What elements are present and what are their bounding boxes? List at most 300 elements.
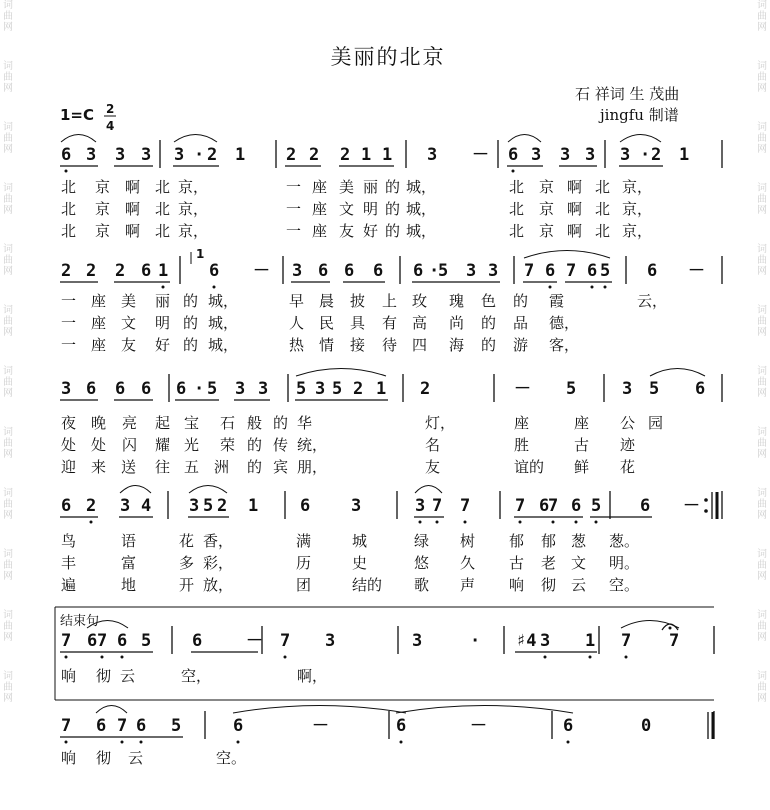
watermark-right: 词 曲 网 词 曲 网 词 曲 网 词 曲 网 词 曲 网 词 曲 网 词 曲 网 词 曲 网 词 曲 网 词 曲 网 词 曲 网 词 曲 网 bbox=[757, 0, 767, 704]
note: 2 bbox=[651, 145, 662, 165]
lyric-word: 的 bbox=[247, 458, 263, 476]
lyric-word: 情 bbox=[319, 336, 335, 354]
lyric-word: 客， bbox=[549, 336, 580, 354]
note: 3 bbox=[258, 379, 269, 399]
lyric-word: 一 bbox=[286, 178, 302, 196]
slur bbox=[524, 251, 610, 259]
note: 7 bbox=[432, 496, 443, 516]
lyric-word: 宝 bbox=[184, 414, 200, 432]
note: 3 bbox=[560, 145, 571, 165]
lyric-word: 地 bbox=[121, 576, 137, 594]
lyric-word: 放， bbox=[203, 576, 234, 594]
note: 5 bbox=[649, 379, 660, 399]
song-title: 美丽的北京 bbox=[330, 45, 446, 69]
note: 3 bbox=[315, 379, 326, 399]
lyric-word: 接 bbox=[350, 336, 366, 354]
lyric-word: 北 bbox=[61, 200, 77, 218]
octave-dot bbox=[464, 521, 467, 524]
note: 6 bbox=[587, 261, 598, 281]
score-system-1 bbox=[60, 135, 722, 241]
lyric-word: 送 bbox=[121, 458, 137, 476]
lyric-word: 云 bbox=[128, 749, 144, 767]
note: － bbox=[470, 716, 487, 736]
lyric-word: 北 bbox=[595, 178, 611, 196]
lyric-word: 啊 bbox=[567, 178, 583, 196]
lyric-word: 响 bbox=[61, 749, 77, 767]
lyric-word: 花 bbox=[179, 532, 195, 550]
lyric-word: 夜 bbox=[61, 414, 77, 432]
note: 7 bbox=[117, 716, 128, 736]
lyric-word: 统， bbox=[297, 436, 328, 454]
octave-dot bbox=[90, 521, 93, 524]
lyric-word: 般 bbox=[247, 414, 263, 432]
slur bbox=[120, 486, 151, 494]
note: 5 bbox=[591, 496, 602, 516]
lyric-word: 晨 bbox=[319, 292, 335, 310]
lyric-word: 城， bbox=[208, 314, 239, 332]
lyric-word: 开 bbox=[179, 576, 195, 594]
lyric-word: 丽 bbox=[155, 292, 171, 310]
slur bbox=[61, 135, 96, 143]
lyric-word: 京， bbox=[178, 200, 209, 218]
lyric-word: 座 bbox=[514, 414, 530, 432]
note: 6 bbox=[508, 145, 519, 165]
note: 3 bbox=[115, 145, 126, 165]
lyric-word: 往 bbox=[155, 458, 171, 476]
note: 6 bbox=[141, 261, 152, 281]
lyric-word: 的 bbox=[481, 314, 497, 332]
lyric-word: 座 bbox=[312, 178, 328, 196]
note: 2 bbox=[207, 145, 218, 165]
octave-dot bbox=[436, 521, 439, 524]
note: － bbox=[688, 261, 705, 281]
lyric-word: 京 bbox=[539, 200, 555, 218]
slur bbox=[233, 706, 406, 714]
lyric-word: 海 bbox=[449, 336, 465, 354]
key-signature: 1=C bbox=[60, 106, 95, 124]
lyric-word: 的 bbox=[247, 436, 263, 454]
lyric-word: 啊 bbox=[125, 200, 141, 218]
lyric-word: 的 bbox=[481, 336, 497, 354]
lyric-word: 啊 bbox=[125, 222, 141, 240]
note: 5 bbox=[141, 631, 152, 651]
lyric-word: 云 bbox=[120, 667, 136, 685]
note: 6 bbox=[61, 145, 72, 165]
lyric-word: 一 bbox=[61, 292, 77, 310]
octave-dot bbox=[65, 170, 68, 173]
note: 6 bbox=[192, 631, 203, 651]
note: 1 bbox=[376, 379, 387, 399]
note: · bbox=[429, 261, 440, 281]
lyric-word: 北 bbox=[595, 222, 611, 240]
note: 3 bbox=[120, 496, 131, 516]
slur bbox=[650, 369, 705, 377]
octave-dot bbox=[575, 521, 578, 524]
lyric-word: 玫 bbox=[412, 292, 428, 310]
lyric-word: 结的 bbox=[352, 576, 383, 594]
octave-dot bbox=[589, 656, 592, 659]
note: 3 bbox=[412, 631, 423, 651]
time-signature-top: 2 bbox=[106, 102, 115, 116]
lyric-word: 啊 bbox=[125, 178, 141, 196]
lyric-word: 胜 bbox=[514, 436, 530, 454]
lyric-word: 京 bbox=[539, 178, 555, 196]
octave-dot bbox=[549, 286, 552, 289]
note: 7 bbox=[524, 261, 535, 281]
watermark-left: 词 曲 网 词 曲 网 词 曲 网 词 曲 网 词 曲 网 词 曲 网 词 曲 网 词 曲 网 词 曲 网 词 曲 网 词 曲 网 词 曲 网 bbox=[3, 0, 13, 704]
octave-dot bbox=[121, 741, 124, 744]
lyric-word: 美 bbox=[121, 292, 137, 310]
note: 0 bbox=[641, 716, 652, 736]
note: 6 bbox=[61, 496, 72, 516]
octave-dot bbox=[101, 656, 104, 659]
lyric-word: 北 bbox=[509, 178, 525, 196]
lyric-word: 啊 bbox=[567, 222, 583, 240]
note: 6 bbox=[563, 716, 574, 736]
note: 3 bbox=[351, 496, 362, 516]
lyric-word: 色 bbox=[481, 292, 497, 310]
lyric-word: 绿 bbox=[414, 532, 430, 550]
lyric-word: 多 bbox=[179, 554, 195, 572]
lyric-word: 老 bbox=[541, 554, 557, 572]
octave-dot bbox=[284, 656, 287, 659]
note: 6 bbox=[300, 496, 311, 516]
lyric-word: 鸟 bbox=[61, 532, 77, 550]
lyric-word: 德， bbox=[549, 314, 580, 332]
lyric-word: 空。 bbox=[609, 576, 640, 594]
note: 1 bbox=[382, 145, 393, 165]
lyric-word: 的 bbox=[273, 414, 289, 432]
lyric-word: 京 bbox=[539, 222, 555, 240]
lyric-word: 郁 bbox=[509, 532, 525, 550]
lyric-word: 荣 bbox=[220, 436, 236, 454]
note: · bbox=[194, 379, 205, 399]
lyric-word: 丽 bbox=[363, 178, 379, 196]
note: 3 bbox=[325, 631, 336, 651]
note: 6 bbox=[695, 379, 706, 399]
note: 6 bbox=[318, 261, 329, 281]
lyric-word: 云 bbox=[571, 576, 587, 594]
lyric-word: 游 bbox=[513, 336, 529, 354]
lyric-word: 座 bbox=[91, 336, 107, 354]
lyric-word: 历 bbox=[296, 554, 312, 572]
lyric-word: 城， bbox=[406, 222, 437, 240]
lyric-word: 满 bbox=[296, 532, 312, 550]
note: 2 bbox=[217, 496, 228, 516]
lyric-word: 座 bbox=[312, 222, 328, 240]
transcriber: jingfu 制谱 bbox=[600, 106, 679, 124]
note: 3 bbox=[292, 261, 303, 281]
volta-number: 1 bbox=[196, 247, 205, 261]
lyric-word: 一 bbox=[286, 200, 302, 218]
octave-dot bbox=[400, 741, 403, 744]
note: 6 bbox=[86, 379, 97, 399]
lyric-word: 朋， bbox=[297, 458, 328, 476]
score-system-2 bbox=[60, 251, 722, 355]
lyric-word: 遍 bbox=[61, 576, 77, 594]
note: － bbox=[246, 631, 263, 651]
note: 6 bbox=[136, 716, 147, 736]
lyric-word: 彻 bbox=[96, 667, 112, 685]
note: 2 bbox=[61, 261, 72, 281]
lyric-word: 云， bbox=[637, 292, 668, 310]
note: 3 bbox=[622, 379, 633, 399]
octave-dot bbox=[604, 286, 607, 289]
note: 3 bbox=[141, 145, 152, 165]
note: 6 bbox=[96, 716, 107, 736]
lyric-word: 有 bbox=[382, 314, 398, 332]
lyric-word: 座 bbox=[91, 314, 107, 332]
lyric-word: 处 bbox=[61, 436, 77, 454]
lyric-word: 悠 bbox=[414, 554, 430, 572]
lyric-word: 具 bbox=[350, 314, 366, 332]
score-system-3 bbox=[60, 369, 722, 477]
lyric-word: 鲜 bbox=[574, 458, 590, 476]
slur bbox=[189, 486, 227, 494]
lyric-word: 明 bbox=[363, 200, 379, 218]
slur bbox=[620, 135, 661, 143]
note: 1 bbox=[585, 631, 596, 651]
lyric-word: 的 bbox=[513, 292, 529, 310]
lyric-word: 品 bbox=[513, 314, 529, 332]
lyric-word: 文 bbox=[571, 554, 587, 572]
lyric-word: 迎 bbox=[61, 458, 77, 476]
note: 3 bbox=[585, 145, 596, 165]
note: 5 bbox=[207, 379, 218, 399]
ending-label: 结束句 bbox=[60, 614, 100, 629]
lyric-word: 响 bbox=[509, 576, 525, 594]
lyric-word: 空， bbox=[181, 667, 212, 685]
lyric-word: 京， bbox=[622, 178, 653, 196]
note: 7 bbox=[97, 631, 108, 651]
slur bbox=[508, 135, 541, 143]
lyric-word: 文 bbox=[339, 200, 355, 218]
note: 2 bbox=[115, 261, 126, 281]
note: 1 bbox=[361, 145, 372, 165]
note: 3 bbox=[531, 145, 542, 165]
note: 6 bbox=[115, 379, 126, 399]
lyric-word: 北 bbox=[61, 178, 77, 196]
lyric-word: 的 bbox=[183, 336, 199, 354]
score-system-4 bbox=[60, 486, 722, 595]
lyric-word: 友 bbox=[425, 458, 441, 476]
score-system-6 bbox=[60, 706, 714, 768]
octave-dot bbox=[512, 170, 515, 173]
lyric-word: 灯， bbox=[425, 414, 456, 432]
lyric-word: 花 bbox=[620, 458, 636, 476]
lyric-word: 好 bbox=[363, 222, 379, 240]
lyric-word: 霞 bbox=[549, 292, 565, 310]
lyric-word: 上 bbox=[382, 292, 398, 310]
note: 6 bbox=[413, 261, 424, 281]
note: 3 bbox=[620, 145, 631, 165]
lyric-word: 语 bbox=[121, 532, 137, 550]
slur bbox=[396, 706, 573, 714]
octave-dot bbox=[591, 286, 594, 289]
note: 7 bbox=[280, 631, 291, 651]
lyric-word: 传 bbox=[273, 436, 289, 454]
lyric-word: 公 bbox=[620, 414, 636, 432]
lyric-word: 彻 bbox=[96, 749, 112, 767]
lyric-word: 北 bbox=[595, 200, 611, 218]
lyricist-composer: 石 祥词 生 茂曲 bbox=[575, 85, 680, 103]
note: 6 bbox=[396, 716, 407, 736]
lyric-word: 洲 bbox=[214, 458, 230, 476]
note: 7 bbox=[515, 496, 526, 516]
lyric-word: 早 bbox=[289, 292, 305, 310]
octave-dot bbox=[140, 741, 143, 744]
note: 7 bbox=[61, 716, 72, 736]
lyric-word: 闪 bbox=[122, 436, 138, 454]
lyric-word: 京 bbox=[95, 178, 111, 196]
note: 3 bbox=[415, 496, 426, 516]
note: 6 bbox=[176, 379, 187, 399]
lyric-word: 啊 bbox=[567, 200, 583, 218]
lyric-word: 好 bbox=[155, 336, 171, 354]
note: 2 bbox=[86, 496, 97, 516]
lyric-word: 京， bbox=[178, 222, 209, 240]
note: 6 bbox=[373, 261, 384, 281]
octave-dot bbox=[121, 656, 124, 659]
octave-dot bbox=[213, 286, 216, 289]
lyric-word: 北 bbox=[509, 222, 525, 240]
lyric-word: 迹 bbox=[620, 436, 636, 454]
lyric-word: 一 bbox=[61, 314, 77, 332]
note: 3 bbox=[466, 261, 477, 281]
lyric-word: 四 bbox=[412, 336, 428, 354]
note: 5 bbox=[438, 261, 449, 281]
octave-dot bbox=[237, 741, 240, 744]
lyric-word: 明。 bbox=[609, 554, 640, 572]
lyric-word: 树 bbox=[460, 532, 476, 550]
note: 4 bbox=[141, 496, 152, 516]
lyric-word: 园 bbox=[648, 414, 664, 432]
slur bbox=[174, 135, 217, 143]
lyric-word: 葱。 bbox=[609, 532, 640, 550]
lyric-word: 史 bbox=[352, 554, 368, 572]
lyric-word: 瑰 bbox=[449, 292, 465, 310]
note: 2 bbox=[309, 145, 320, 165]
note: 6 bbox=[539, 496, 550, 516]
lyric-word: 座 bbox=[312, 200, 328, 218]
lyric-word: 丰 bbox=[61, 554, 77, 572]
lyric-word: 啊， bbox=[297, 667, 328, 685]
note: 1 bbox=[248, 496, 259, 516]
note: 2 bbox=[340, 145, 351, 165]
lyric-word: 一 bbox=[61, 336, 77, 354]
note: 6 bbox=[571, 496, 582, 516]
lyric-word: 城 bbox=[352, 532, 368, 550]
octave-dot bbox=[162, 286, 165, 289]
note: 2 bbox=[286, 145, 297, 165]
lyric-word: 光 bbox=[184, 436, 200, 454]
note: 3 bbox=[61, 379, 72, 399]
lyric-word: 城， bbox=[208, 336, 239, 354]
lyric-word: 北 bbox=[155, 178, 171, 196]
note: 6 bbox=[141, 379, 152, 399]
lyric-word: 京， bbox=[622, 200, 653, 218]
note: 3 bbox=[189, 496, 200, 516]
lyric-word: 五 bbox=[184, 458, 200, 476]
lyric-word: 团 bbox=[296, 576, 312, 594]
note: 7 bbox=[460, 496, 471, 516]
lyric-word: 京 bbox=[95, 200, 111, 218]
lyric-word: 一 bbox=[286, 222, 302, 240]
lyric-word: 披 bbox=[350, 292, 366, 310]
octave-dot bbox=[567, 741, 570, 744]
note: － bbox=[683, 496, 700, 516]
note: 5 bbox=[600, 261, 611, 281]
lyric-word: 北 bbox=[61, 222, 77, 240]
lyric-word: 处 bbox=[91, 436, 107, 454]
note: 1 bbox=[158, 261, 169, 281]
lyric-word: 美 bbox=[339, 178, 355, 196]
lyric-word: 城， bbox=[208, 292, 239, 310]
note: 3 bbox=[235, 379, 246, 399]
lyric-word: 彩， bbox=[203, 554, 234, 572]
lyric-word: 座 bbox=[574, 414, 590, 432]
octave-dot bbox=[65, 656, 68, 659]
lyric-word: 华 bbox=[297, 414, 313, 432]
note: 5 bbox=[296, 379, 307, 399]
lyric-word: 石 bbox=[220, 414, 236, 432]
repeat-end-sign bbox=[704, 492, 717, 519]
lyric-word: 香， bbox=[203, 532, 234, 550]
lyric-word: 郁 bbox=[541, 532, 557, 550]
lyric-word: 京， bbox=[622, 222, 653, 240]
octave-dot bbox=[419, 521, 422, 524]
score-system-5 bbox=[60, 621, 714, 686]
note: 2 bbox=[86, 261, 97, 281]
fermata bbox=[662, 624, 678, 630]
note: 6 bbox=[344, 261, 355, 281]
note: 6 bbox=[117, 631, 128, 651]
lyric-word: 的 bbox=[385, 178, 401, 196]
lyric-word: 待 bbox=[382, 336, 398, 354]
lyric-word: 明 bbox=[155, 314, 171, 332]
note: 2 bbox=[420, 379, 431, 399]
lyric-word: 城， bbox=[406, 200, 437, 218]
lyric-word: 葱 bbox=[571, 532, 587, 550]
lyric-word: 的 bbox=[385, 222, 401, 240]
note: 3 bbox=[427, 145, 438, 165]
note: 3 bbox=[488, 261, 499, 281]
note: 6 bbox=[233, 716, 244, 736]
octave-dot bbox=[625, 656, 628, 659]
note: 1 bbox=[679, 145, 690, 165]
slur bbox=[296, 369, 386, 377]
lyric-word: 古 bbox=[574, 436, 590, 454]
lyric-word: 起 bbox=[155, 414, 171, 432]
note: － bbox=[514, 379, 531, 399]
lyric-word: 人 bbox=[289, 314, 305, 332]
lyric-word: 座 bbox=[91, 292, 107, 310]
note: 7 bbox=[61, 631, 72, 651]
note: 1 bbox=[235, 145, 246, 165]
lyric-word: 耀 bbox=[155, 436, 171, 454]
note: 3 bbox=[86, 145, 97, 165]
lyric-word: 久 bbox=[460, 554, 476, 572]
lyric-word: 的 bbox=[385, 200, 401, 218]
octave-dot bbox=[552, 521, 555, 524]
lyric-word: 文 bbox=[121, 314, 137, 332]
note: 7 bbox=[669, 631, 680, 651]
note: 7 bbox=[566, 261, 577, 281]
lyric-word: 富 bbox=[121, 554, 137, 572]
note: ♯4 bbox=[516, 631, 537, 651]
note: 5 bbox=[171, 716, 182, 736]
lyric-word: 北 bbox=[155, 200, 171, 218]
